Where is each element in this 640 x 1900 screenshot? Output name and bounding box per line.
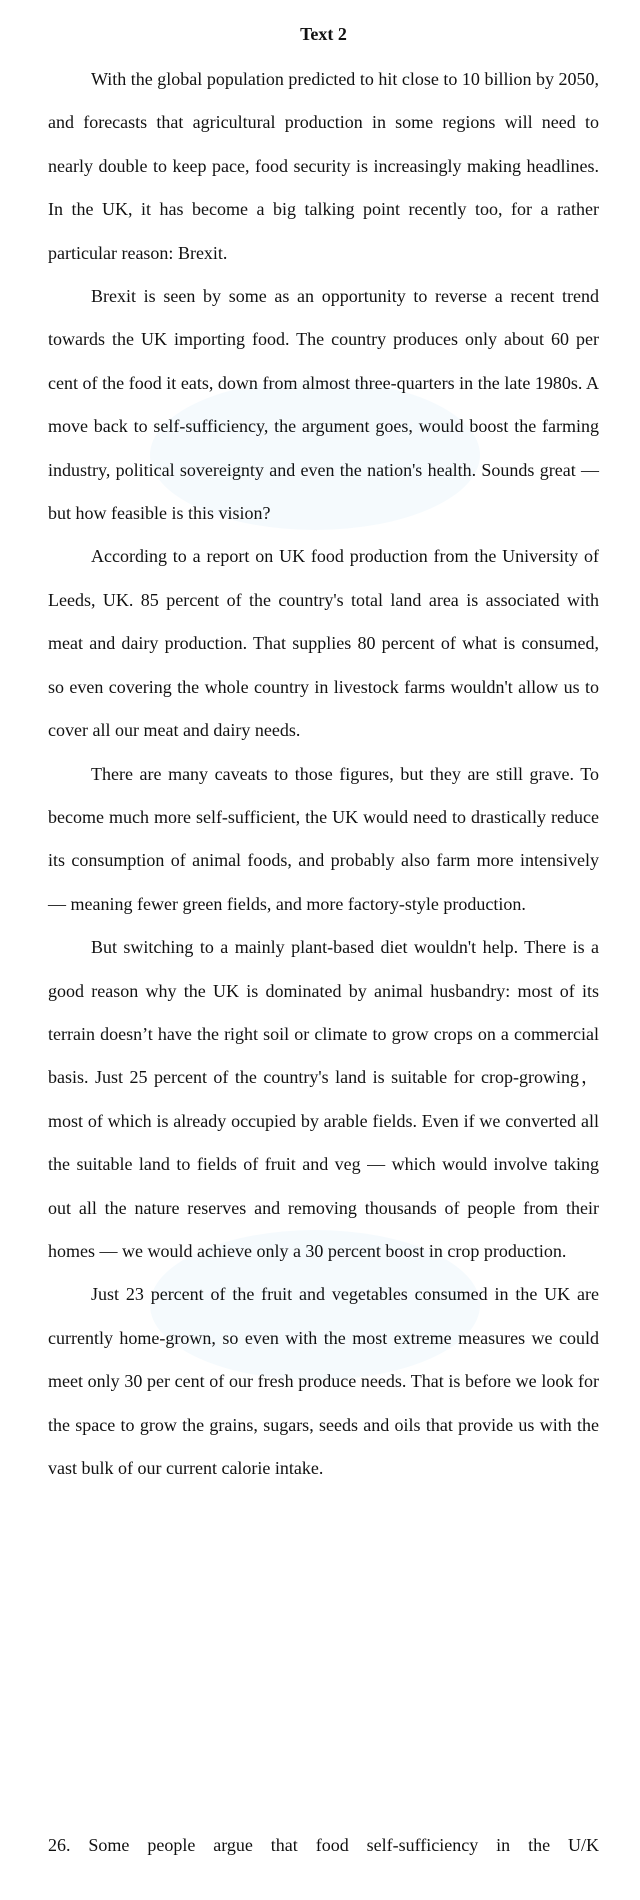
question-26: 26. Some people argue that food self-sufficiency in the U/K: [48, 1835, 599, 1855]
paragraph: But switching to a mainly plant-based diet wouldn't help. There is a good reason why the UK is dominated by animal husbandry: most of its terrain doesn’t have the right soil or climate to grow crops on a commercial basis. Just 25 percent of the country's land is suitable for crop-growing，most of which is already occupied by arable fields. Even if we converted all the suitable land to fields of fruit and veg — which would involve taking out all the nature reserves and removing thousands of people from their homes — we would achieve only a 30 percent boost in crop production.: [48, 937, 599, 1261]
article: [48, 18, 599, 1490]
paragraph: Just 23 percent of the fruit and vegetables consumed in the UK are currently home-grown, so even with the most extreme measures we could meet only 30 per cent of our fresh produce needs. That is before we look for the space to grow the grains, sugars, seeds and oils that provide us with the vast bulk of our current calorie intake.: [48, 1284, 599, 1478]
page-title: Text 2: [300, 24, 347, 44]
paragraph: There are many caveats to those figures, but they are still grave. To become much more self-sufficient, the UK would need to drastically reduce its consumption of animal foods, and probably also farm more intensively — meaning fewer green fields, and more factory-style production.: [48, 763, 599, 914]
paragraph: With the global population predicted to hit close to 10 billion by 2050, and forecasts that agricultural production in some regions will need to nearly double to keep pace, food security is increasingly making headlines. In the UK, it has become a big talking point recently too, for a rather particular reason: Brexit.: [48, 69, 599, 263]
paragraph: According to a report on UK food production from the University of Leeds, UK. 85 percent of the country's total land area is associated with meat and dairy production. That supplies 80 percent of what is consumed, so even covering the whole country in livestock farms wouldn't allow us to cover all our meat and dairy needs.: [48, 546, 599, 741]
paragraph: Brexit is seen by some as an opportunity to reverse a recent trend towards the UK importing food. The country produces only about 60 per cent of the food it eats, down from almost three-quarters in the late 1980s. A move back to self-sufficiency, the argument goes, would boost the farming industry, political sovereignty and even the nation's health. Sounds great — but how feasible is this vision?: [48, 286, 599, 524]
